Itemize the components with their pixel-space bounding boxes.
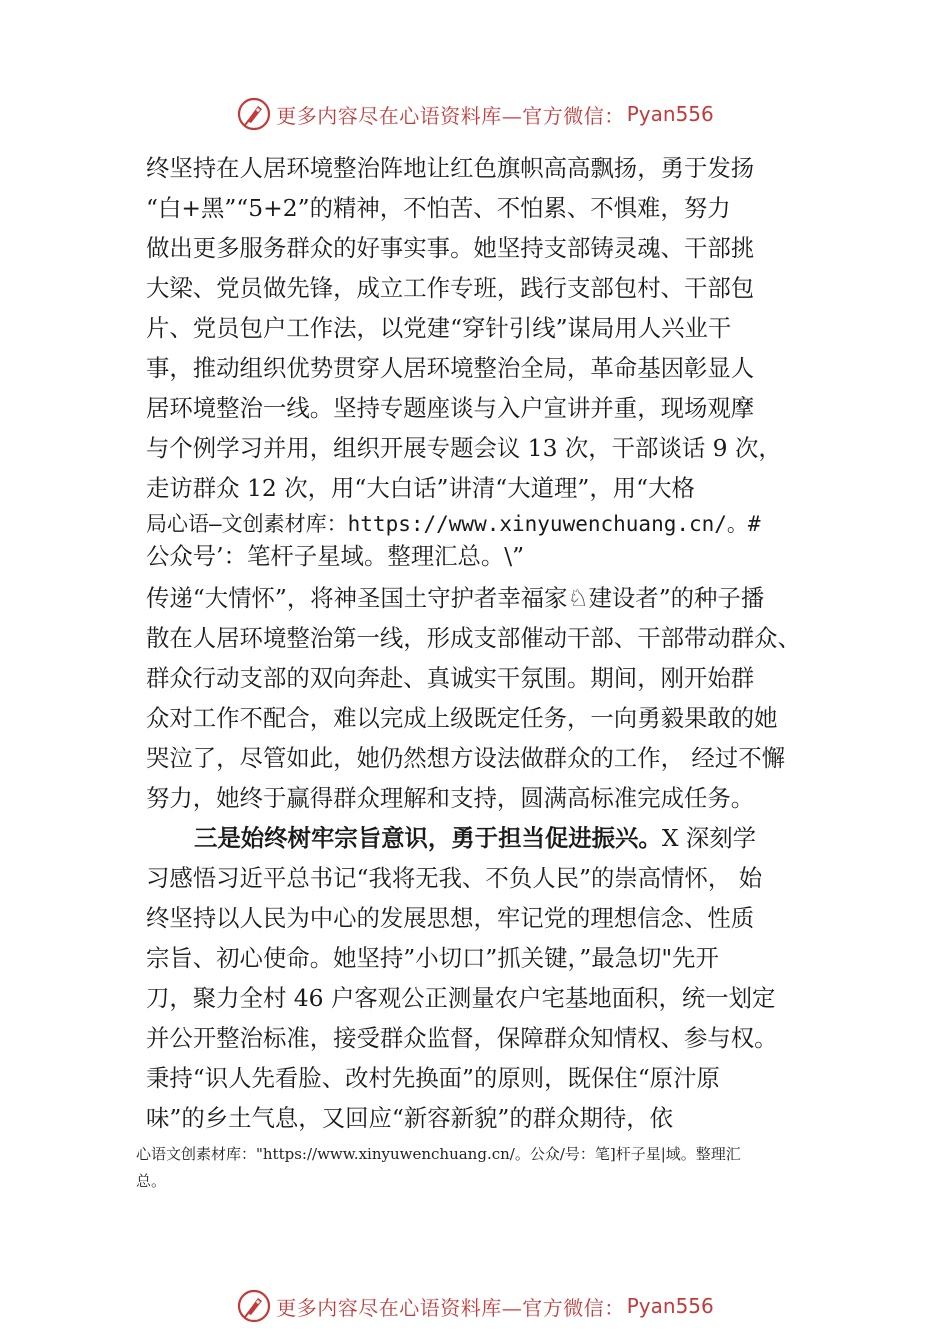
text-line: 局心语—文创素材库：https://www.xinyuwenchuang.cn/。# (146, 512, 761, 536)
text-line: 努力，她终于赢得群众理解和支持，圆满高标准完成任务。 (146, 784, 755, 812)
text-line: 做出更多服务群众的好事实事。她坚持支部铸灵魂、干部挑 (146, 234, 755, 262)
pen-nib-seal-icon (236, 96, 272, 132)
text-line: 传递“大情怀”，将神圣国土守护者幸福家♘建设者”的种子播 (146, 584, 765, 612)
text-line: 秉持“识人先看脸、改村先换面”的原则，既保住“原汁原 (146, 1064, 720, 1092)
text-line: 大梁、党员做先锋，成立工作专班，践行支部包村、干部包 (146, 274, 755, 302)
text-line: 事，推动组织优势贯穿人居环境整治全局，革命基因彰显人 (146, 354, 755, 382)
header-wechat-id: Pyan556 (626, 102, 714, 126)
text-line: 居环境整治一线。坚持专题座谈与入户宣讲并重，现场观摩 (146, 394, 755, 422)
footnote-line: 总。 (136, 1172, 167, 1190)
footnote (136, 1141, 836, 1195)
text-line: 公众号’：笔杆子星域。整理汇总。\” (146, 542, 525, 570)
text-line: 众对工作不配合，难以完成上级既定任务，一向勇毅果敢的她 (146, 704, 778, 732)
pen-nib-seal-icon (236, 1288, 272, 1324)
text-line: 走访群众 12 次，用“大白话”讲清“大道理”，用“大格 (146, 474, 695, 502)
text-line: 哭泣了，尽管如此，她仍然想方设法做群众的工作， 经过不懈 (146, 744, 785, 772)
document-body (146, 148, 836, 1138)
text-line: “白+黑”“5+2”的精神，不怕苦、不怕累、不惧难，努力 (146, 194, 731, 222)
text-line: 群众行动支部的双向奔赴、真诚实干氛围。期间，刚开始群 (146, 664, 755, 692)
text-line: 习感悟习近平总书记“我将无我、不负人民”的崇高情怀， 始 (146, 864, 763, 892)
footer-wechat-id: Pyan556 (626, 1294, 714, 1318)
section-heading: 三是始终树牢宗旨意识，勇于担当促进振兴。 (194, 824, 662, 852)
footer-banner (0, 1286, 950, 1326)
text-line: 片、党员包户工作法，以党建“穿针引线”谋局用人兴业干 (146, 314, 732, 342)
text-line: 散在人居环境整治第一线，形成支部催动干部、干部带动群众、 (146, 624, 801, 652)
text-line: 味”的乡土气息，又回应“新容新貌”的群众期待，依 (146, 1104, 674, 1132)
text-line: 并公开整治标准，接受群众监督，保障群众知情权、参与权。 (146, 1024, 778, 1052)
text-line: 刀，聚力全村 46 户客观公正测量农户宅基地面积，统一划定 (146, 984, 776, 1012)
text-line: 终坚持以人民为中心的发展思想，牢记党的理想信念、性质 (146, 904, 755, 932)
section-heading-line (146, 818, 836, 858)
footer-text: 更多内容尽在心语资料库—官方微信： (276, 1295, 625, 1320)
header-banner (0, 94, 950, 134)
text-line: 终坚持在人居环境整治阵地让红色旗帜高高飘扬，勇于发扬 (146, 154, 755, 182)
footnote-line: 心语文创素材库："https://www.xinyuwenchuang.cn/。公众/号：笔]杆子星|域。整理汇 (136, 1145, 741, 1163)
text-span: X 深刻学 (661, 824, 757, 852)
text-line: 与个例学习并用，组织开展专题会议 13 次，干部谈话 9 次， (146, 434, 782, 462)
header-text: 更多内容尽在心语资料库—官方微信： (276, 103, 625, 128)
text-line: 宗旨、初心使命。她坚持”小切口”抓关键，”最急切"先开 (146, 944, 719, 972)
